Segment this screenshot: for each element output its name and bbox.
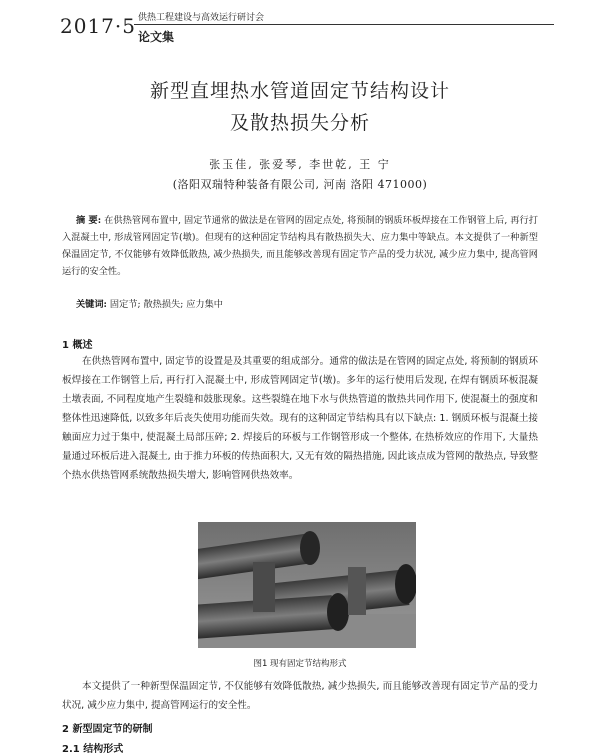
- affiliation: (洛阳双瑞特种装备有限公司, 河南 洛阳 471000): [172, 178, 428, 191]
- keywords-text: 固定节; 散热损失; 应力集中: [109, 299, 223, 310]
- keywords-label: 关键词:: [76, 299, 107, 310]
- authors: 张玉佳, 张爱琴, 李世乾, 王 宁: [209, 158, 391, 171]
- section-1-paragraph: 在供热管网布置中, 固定节的设置是及其重要的组成部分。通常的做法是在管网的固定点处, 将预制的钢质环板焊接在工作钢管上后, 再行打入混凝土中, 形成管网固定节(墩)。多年的运行使用后发现, 在焊有钢质环板混凝土墩表面, 不同程度地产生裂缝和鼓胀现象。这些裂缝在地下水与供热管道的散热共同作用下, 使混凝土的强度和整体性迅速降低, 以致多年后丧失使用功能而失效。现有的这种固定节结构具有以下缺点: 1. 钢质环板与混凝土接触面应力过于集中, 使混凝土局部压碎; 2. 焊接后的环板与工作钢管形成一个整体, 在热桥效应的作用下, 大量热量通过环板后进入混凝土, 由于推力环板的传热面积大, 又无有效的隔热措施, 因此该点成为管网的散热点, 导致整个热水供热管网系统散热损失增大, 影响管网供热效率。: [62, 356, 538, 481]
- abstract-label: 摘 要:: [76, 215, 102, 226]
- abstract-text: 在供热管网布置中, 固定节通常的做法是在管网的固定点处, 将预制的钢质环板焊接在工作钢管上后, 再行打入混凝土中, 形成管网固定节(墩)。但现有的这种固定节结构具有散热损失大、应力集中等缺点。本文提供了一种新型保温固定节, 不仅能够有效降低散热, 减少热损失, 而且能够改善现有固定节产品的受力状况, 减少应力集中, 提高管网运行的安全性。: [62, 215, 538, 277]
- header-rule: [134, 24, 554, 25]
- pipe-photo-illustration: [198, 522, 416, 648]
- section-1-paragraph-2: 本文提供了一种新型保温固定节, 不仅能够有效降低散热, 减少热损失, 而且能够改善现有固定节产品的受力状况, 减少应力集中, 提高管网运行的安全性。: [62, 681, 538, 711]
- conference-name: 供热工程建设与高效运行研讨会: [138, 13, 265, 23]
- section-1-heading: 1 概述: [62, 340, 93, 351]
- figure-photo: [198, 522, 416, 648]
- section-2-heading: 2 新型固定节的研制: [62, 724, 153, 735]
- figure-caption: 图1 现有固定节结构形式: [253, 659, 347, 669]
- issue-year: 2017·5: [60, 14, 136, 38]
- collection-label: 论文集: [138, 30, 175, 44]
- keywords: [76, 296, 538, 310]
- paper-title-line1: 新型直埋热水管道固定节结构设计: [149, 80, 450, 102]
- abstract: [62, 212, 538, 280]
- section-2-1-heading: 2.1 结构形式: [62, 744, 124, 755]
- paper-title-line2: 及散热损失分析: [229, 112, 370, 134]
